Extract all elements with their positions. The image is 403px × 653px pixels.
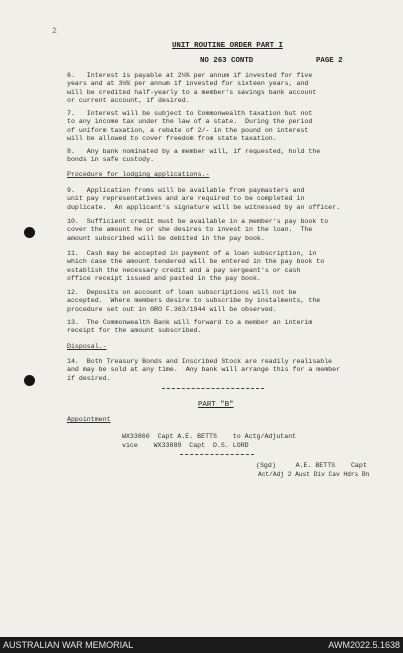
signature-line-1: (Sgd) A.E. BETTS Capt [256, 462, 367, 469]
paragraph-7: 7. Interest will be subject to Commonwealth taxation but not to any income tax under the law of a state. During the period of uniform taxation, a rebate of 2/- in the pound on interest will be allowed to cover freedom from state taxation. [67, 110, 313, 143]
punch-hole [24, 227, 35, 238]
separator-line [162, 388, 264, 389]
paragraph-10: 10. Sufficient credit must be available in a member's pay book to cover the amount he or she desires to invest in the loan. The amount subscribed will be debited in the pay book. [67, 218, 329, 242]
page-number: PAGE 2 [316, 57, 343, 65]
footer-institution: AUSTRALIAN WAR MEMORIAL [3, 640, 134, 650]
archive-footer [0, 637, 403, 653]
appointment-line-1: WX33860 Capt A.E. BETTS to Actg/Adjutant [122, 433, 297, 440]
paragraph-14: 14. Both Treasury Bonds and Inscribed Stock are readily realisable and may be sold at any time. Any bank will arrange this for a member if desired. [67, 358, 341, 382]
part-b-heading: PART "B" [198, 401, 234, 409]
disposal-heading: Disposal.- [67, 343, 107, 350]
procedure-heading: Procedure for lodging applications.- [67, 171, 210, 178]
paragraph-13: 13. The Commonwealth Bank will forward to a member an interim receipt for the amount subscribed. [67, 319, 313, 335]
paragraph-11: 11. Cash may be accepted in payment of a loan subscription, in which case the amount tendered will be entered in the pay book to establish the necessary credit and a pay sergeant's or cash office receipt issued and pasted in the pay book. [67, 250, 325, 283]
punch-hole [24, 375, 35, 386]
order-title: UNIT ROUTINE ORDER PART I [172, 42, 283, 50]
signature-line-2: Act/Adj 2 Aust Div Cav Hdrs Bn [258, 471, 370, 478]
paragraph-9: 9. Application froms will be available from paymasters and unit pay representatives and are required to be completed in duplicate. An applicant's signature will be witnessed by an officer. [67, 187, 341, 211]
appointment-heading: Appointment [67, 416, 111, 423]
appointment-line-2: vice WX33889 Capt D.S. LORD [122, 442, 249, 449]
pencil-mark: 2 [52, 27, 57, 36]
paragraph-8: 8. Any bank nominated by a member will, if requested, hold the bonds in safe custody. [67, 148, 321, 164]
order-number: NO 263 CONTD [200, 57, 254, 65]
footer-accession: AWM2022.5.1638 [328, 640, 400, 650]
separator-line [180, 454, 254, 455]
paragraph-6: 6. Interest is payable at 2¼% per annum if invested for five years and at 3¼% per annum if invested for sixteen years, and will be credited half-yearly to a member's savings bank account or current account, if desired. [67, 72, 317, 105]
paragraph-12: 12. Deposits on account of loan subscriptions will not be accepted. Where members desire to subscribe by instalments, the procedure set out in GRO F.363/1944 will be observed. [67, 289, 321, 313]
